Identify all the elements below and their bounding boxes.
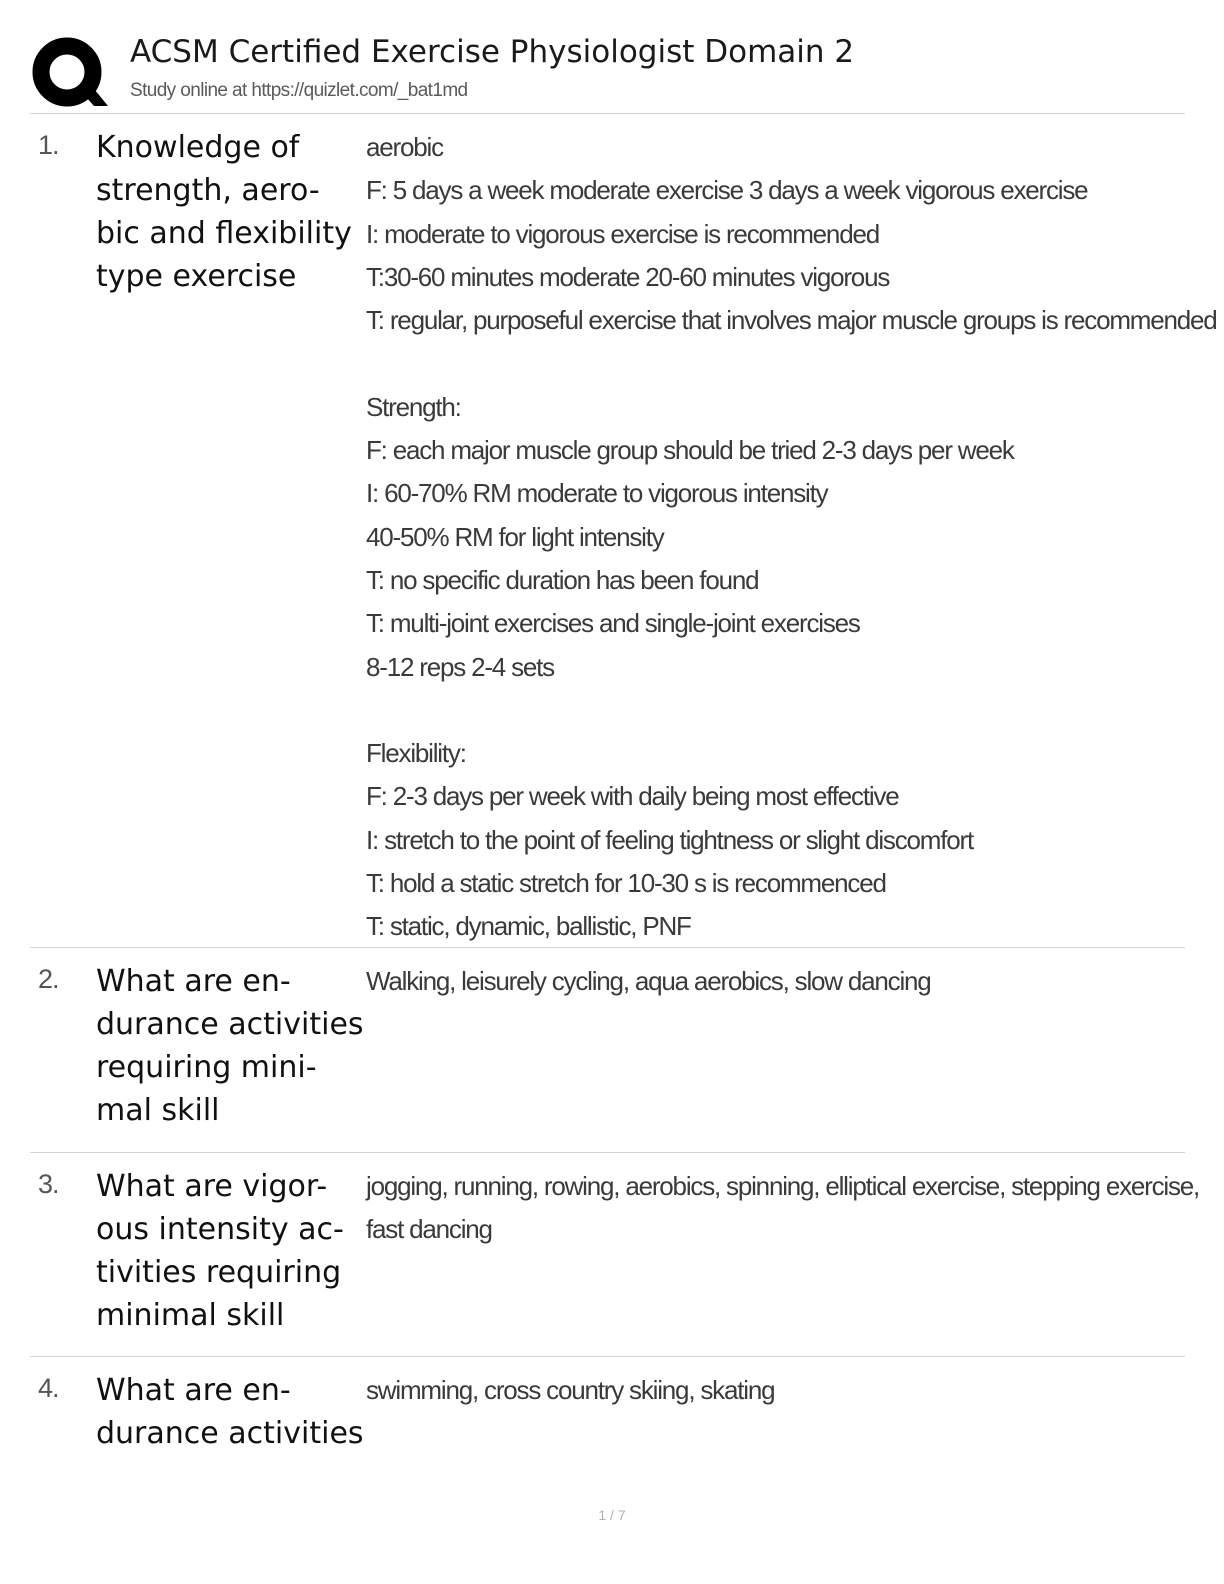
definition-line: 8-12 reps 2-4 sets xyxy=(366,651,554,682)
definition-line: I: stretch to the point of feeling tightness or slight discomfort xyxy=(366,824,974,855)
header-divider xyxy=(30,113,1185,114)
card-term xyxy=(96,126,371,298)
term-line: strength, aero- xyxy=(96,173,320,208)
definition-line: T: hold a static stretch for 10-30 s is recommenced xyxy=(366,868,886,899)
definition-line: T: no specific duration has been found xyxy=(366,564,759,595)
definition-line: jogging, running, rowing, aerobics, spinning, elliptical exercise, stepping exercise, xyxy=(366,1171,1200,1201)
card-term xyxy=(96,960,371,1132)
definition-line: Strength: xyxy=(366,391,461,422)
page-title: ACSM Certified Exercise Physiologist Domain 2 xyxy=(130,34,855,70)
card-number: 2. xyxy=(38,964,59,994)
definition-line xyxy=(366,342,1181,385)
page-header xyxy=(30,28,1185,114)
definition-line: F: 2-3 days per week with daily being most effective xyxy=(366,781,899,812)
page-number: 1 / 7 xyxy=(598,1507,626,1523)
definition-line: fast dancing xyxy=(366,1214,492,1245)
term-line: bic and flexibility xyxy=(96,216,352,251)
card-term xyxy=(96,1369,371,1455)
term-line: mal skill xyxy=(96,1093,220,1128)
card-divider xyxy=(30,947,1185,948)
definition-line: Flexibility: xyxy=(366,738,466,769)
definition-line: F: 5 days a week moderate exercise 3 days a week vigorous exercise xyxy=(366,175,1088,206)
definition-line: 40-50% RM for light intensity xyxy=(366,521,664,552)
definition-line: T: multi-joint exercises and single-joint exercises xyxy=(366,608,860,639)
card-divider xyxy=(30,1356,1185,1357)
definition-line: I: 60-70% RM moderate to vigorous intensity xyxy=(366,478,828,509)
card-number: 1. xyxy=(38,130,59,160)
definition-line: Walking, leisurely cycling, aqua aerobics, slow dancing xyxy=(366,966,931,996)
term-line: Knowledge of xyxy=(96,130,300,165)
term-line: What are en- xyxy=(96,1373,291,1408)
term-line: durance activities xyxy=(96,1416,364,1451)
term-line: tivities requiring xyxy=(96,1255,342,1290)
card-divider xyxy=(30,1152,1185,1153)
definition-line: aerobic xyxy=(366,132,443,162)
definition-line: F: each major muscle group should be tried 2-3 days per week xyxy=(366,435,1014,466)
definition-line: swimming, cross country skiing, skating xyxy=(366,1375,775,1405)
term-line: minimal skill xyxy=(96,1298,285,1333)
card-definition xyxy=(366,126,1217,949)
term-line: type exercise xyxy=(96,259,297,294)
term-line: ous intensity ac- xyxy=(96,1212,344,1247)
definition-line xyxy=(366,689,1181,732)
card-definition xyxy=(366,1165,1200,1252)
card-term xyxy=(96,1165,371,1337)
definition-line: T:30-60 minutes moderate 20-60 minutes vigorous xyxy=(366,261,890,292)
term-line: requiring mini- xyxy=(96,1050,317,1085)
card-number: 3. xyxy=(38,1169,59,1199)
quizlet-q-logo-icon xyxy=(30,34,110,114)
card-number: 4. xyxy=(38,1373,59,1403)
definition-line: T: static, dynamic, ballistic, PNF xyxy=(366,911,691,942)
card-definition xyxy=(366,1369,1181,1412)
definition-line: I: moderate to vigorous exercise is recommended xyxy=(366,218,879,249)
term-line: What are vigor- xyxy=(96,1169,328,1204)
definition-line: T: regular, purposeful exercise that involves major muscle groups is recommended xyxy=(366,305,1217,336)
card-definition xyxy=(366,960,1181,1003)
study-online-link[interactable]: Study online at https://quizlet.com/_bat1md xyxy=(130,80,468,101)
term-line: What are en- xyxy=(96,964,291,999)
term-line: durance activities xyxy=(96,1007,364,1042)
